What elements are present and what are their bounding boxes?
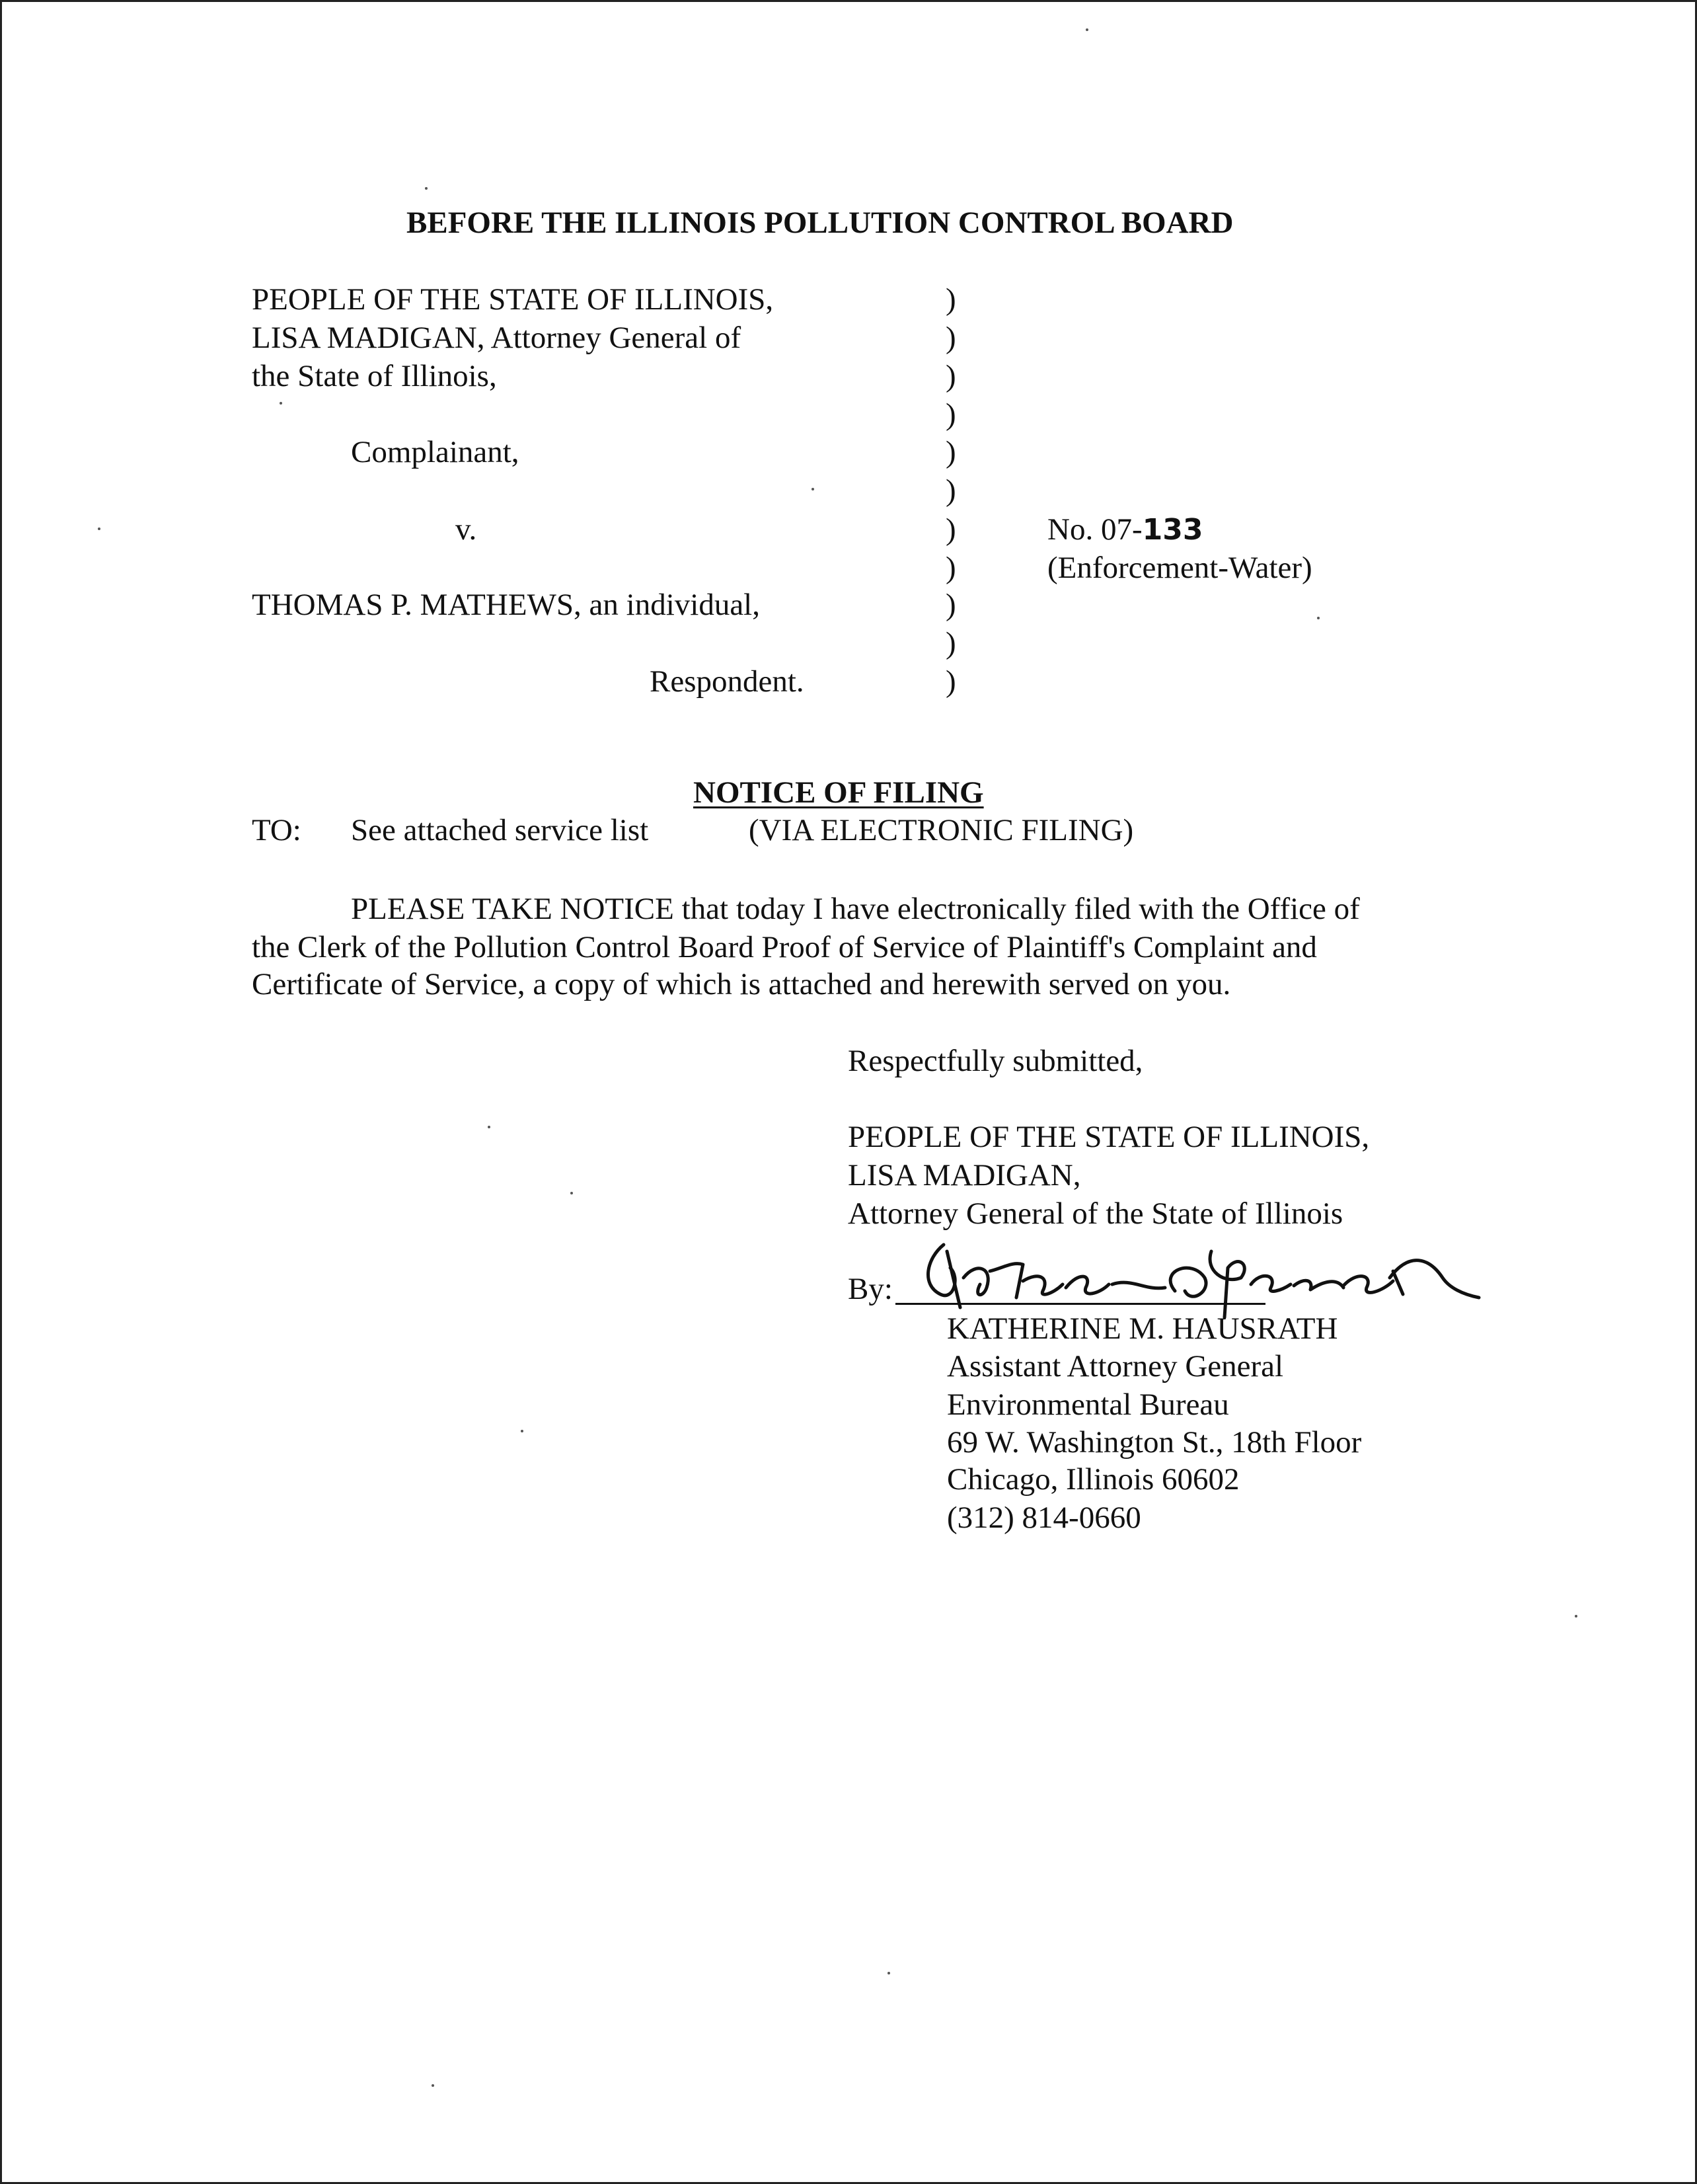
notice-body-line-1: PLEASE TAKE NOTICE that today I have electronically filed with the Office of: [351, 892, 1360, 926]
caption-paren: ): [946, 664, 956, 699]
to-label: TO:: [252, 813, 301, 847]
caption-paren: ): [946, 359, 956, 393]
signer-address-line-2: Chicago, Illinois 60602: [947, 1462, 1240, 1497]
closing: Respectfully submitted,: [848, 1044, 1143, 1078]
complainant-party-line-1: PEOPLE OF THE STATE OF ILLINOIS,: [252, 282, 774, 317]
complainant-party-line-2: LISA MADIGAN, Attorney General of: [252, 321, 741, 355]
signature-org-line-1: PEOPLE OF THE STATE OF ILLINOIS,: [848, 1120, 1370, 1154]
by-label: By:: [848, 1272, 893, 1306]
respondent-name: THOMAS P. MATHEWS, an individual,: [252, 588, 760, 622]
notice-body-line-2: the Clerk of the Pollution Control Board Proof of Service of Plaintiff's Complaint and: [252, 930, 1317, 964]
caption-paren: ): [946, 512, 956, 547]
signer-address-line-1: 69 W. Washington St., 18th Floor: [947, 1425, 1362, 1460]
notice-heading: NOTICE OF FILING: [693, 775, 984, 810]
case-type: (Enforcement-Water): [1047, 551, 1312, 585]
respondent-label: Respondent.: [650, 664, 804, 699]
caption-paren: ): [946, 588, 956, 622]
signer-name: KATHERINE M. HAUSRATH: [947, 1311, 1338, 1346]
complainant-party-line-3: the State of Illinois,: [252, 359, 497, 393]
document-title: BEFORE THE ILLINOIS POLLUTION CONTROL BOARD: [406, 206, 1234, 240]
versus-label: v.: [455, 512, 477, 547]
complainant-label: Complainant,: [351, 435, 519, 469]
signer-bureau: Environmental Bureau: [947, 1387, 1229, 1422]
caption-paren: ): [946, 473, 956, 508]
to-value: See attached service list: [351, 813, 649, 847]
notice-body-line-3: Certificate of Service, a copy of which is attached and herewith served on you.: [252, 967, 1231, 1001]
caption-paren: ): [946, 397, 956, 432]
caption-paren: ): [946, 626, 956, 660]
caption-paren: ): [946, 551, 956, 585]
caption-paren: ): [946, 282, 956, 317]
case-number: [1047, 510, 1203, 549]
signer-phone: (312) 814-0660: [947, 1501, 1141, 1535]
signature-org-line-3: Attorney General of the State of Illinois: [848, 1196, 1343, 1231]
caption-paren: ): [946, 321, 956, 355]
case-number-handwritten: 133: [1142, 513, 1203, 547]
signature-org-line-2: LISA MADIGAN,: [848, 1158, 1081, 1192]
case-number-prefix: No. 07-: [1047, 512, 1143, 547]
signer-title: Assistant Attorney General: [947, 1349, 1284, 1384]
via-electronic-filing: (VIA ELECTRONIC FILING): [749, 813, 1134, 847]
caption-paren: ): [946, 435, 956, 469]
